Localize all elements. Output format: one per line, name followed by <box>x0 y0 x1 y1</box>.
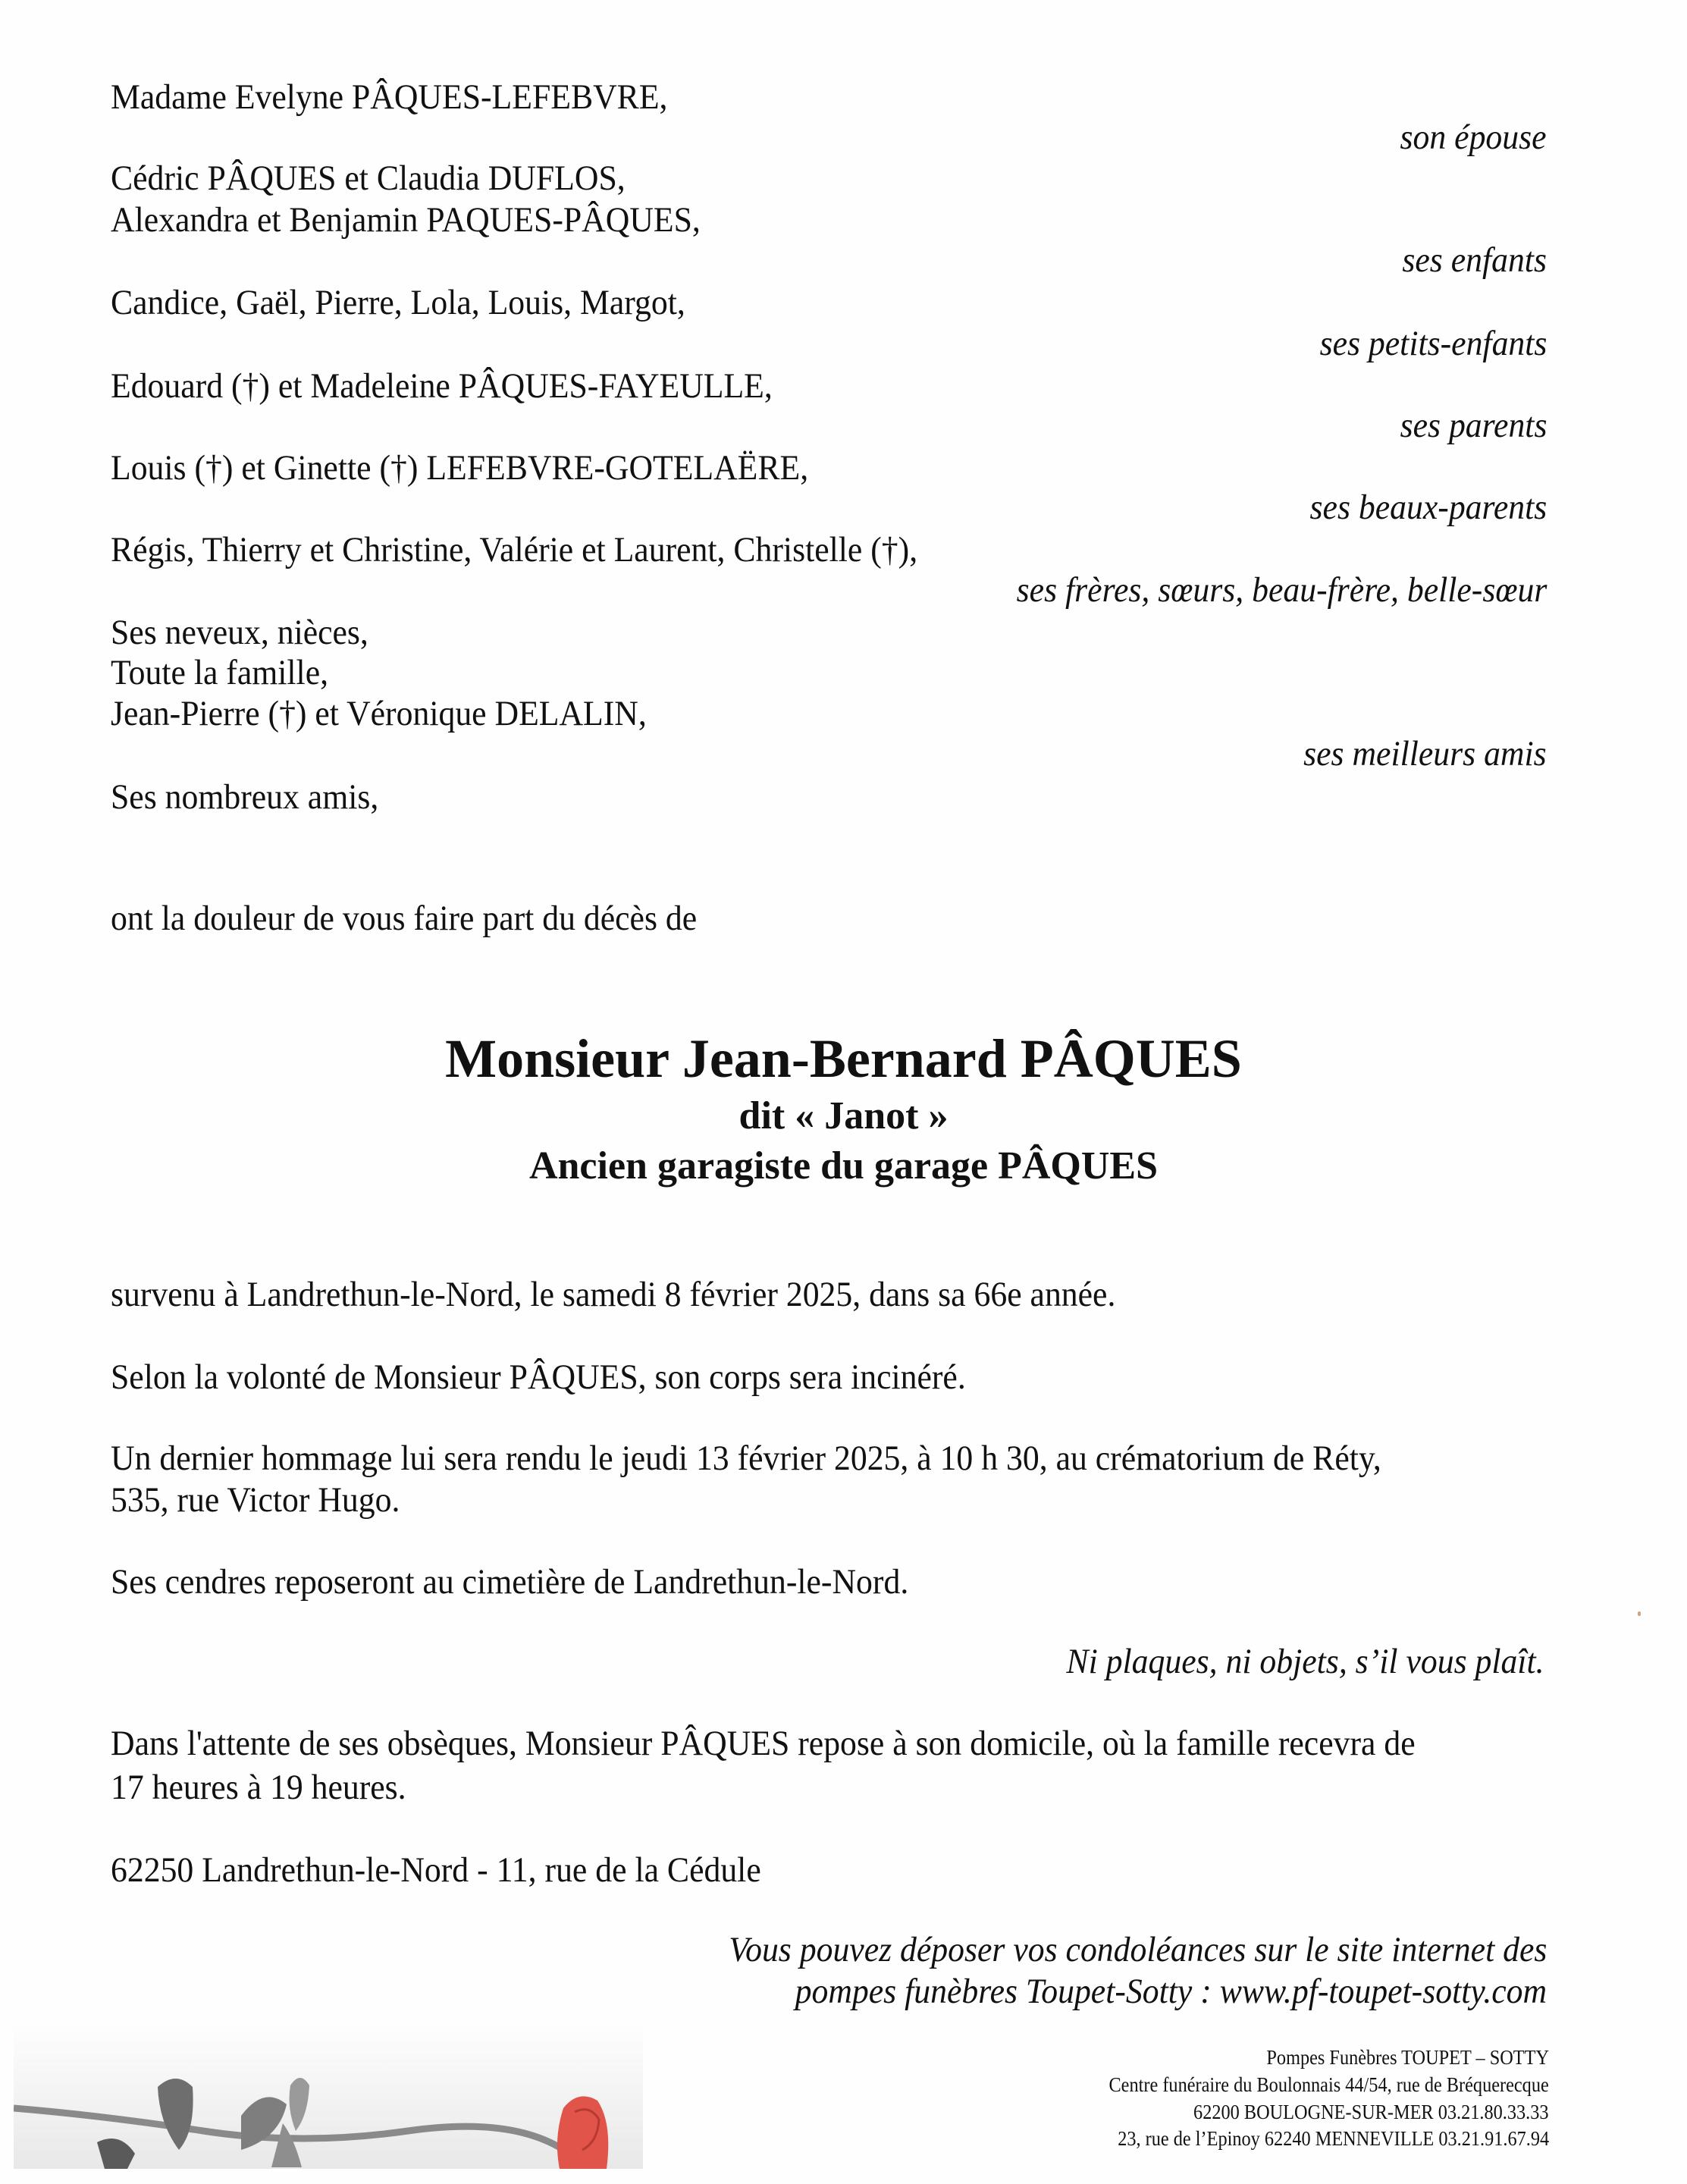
funeral-home-center: Centre funéraire du Boulonnais 44/54, rue de Bréquerecque <box>1108 2073 1549 2096</box>
deceased-name: Monsieur Jean-Bernard PÂQUES <box>445 1028 1242 1089</box>
announcement-text: ont la douleur de vous faire part du décès de <box>111 899 698 938</box>
family-parents: Edouard (†) et Madeleine PÂQUES-FAYEULLE, <box>111 366 773 406</box>
family-spouse: Madame Evelyne PÂQUES-LEFEBVRE, <box>111 77 668 117</box>
family-child-2: Alexandra et Benjamin PAQUES-PÂQUES, <box>111 200 701 240</box>
family-in-laws: Louis (†) et Ginette (†) LEFEBVRE-GOTELAËRE, <box>111 448 809 488</box>
family-all: Toute la famille, <box>111 653 329 692</box>
rose-flower <box>557 2096 608 2169</box>
death-details: survenu à Landrethun-le-Nord, le samedi 8 février 2025, dans sa 66e année. <box>111 1275 1116 1314</box>
home-address: 62250 Landrethun-le-Nord - 11, rue de la Cédule <box>111 1850 761 1890</box>
family-child-1: Cédric PÂQUES et Claudia DUFLOS, <box>111 158 626 198</box>
family-best-friends: Jean-Pierre (†) et Véronique DELALIN, <box>111 694 647 733</box>
relation-children: ses enfants <box>1402 240 1547 280</box>
funeral-home-boulogne: 62200 BOULOGNE-SUR-MER 03.21.80.33.33 <box>1193 2101 1549 2123</box>
relation-parents: ses parents <box>1400 406 1547 445</box>
visitation-line-1: Dans l'attente de ses obsèques, Monsieur PÂQUES repose à son domicile, où la famille recevra de <box>111 1724 1416 1763</box>
funeral-home-menneville: 23, rue de l’Epinoy 62240 MENNEVILLE 03.21.91.67.94 <box>1118 2127 1549 2150</box>
relation-best-friends: ses meilleurs amis <box>1303 734 1547 774</box>
condolences-line-2: pompes funèbres Toupet-Sotty : www.pf-toupet-sotty.com <box>795 1972 1547 2011</box>
family-grandchildren: Candice, Gaël, Pierre, Lola, Louis, Margot, <box>111 283 685 322</box>
paper-speck <box>1638 1611 1641 1616</box>
deceased-occupation: Ancien garagiste du garage PÂQUES <box>528 1144 1159 1188</box>
relation-grandchildren: ses petits-enfants <box>1319 324 1547 363</box>
tribute-line-1: Un dernier hommage lui sera rendu le jeudi 13 février 2025, à 10 h 30, au crématorium de Réty, <box>111 1439 1381 1478</box>
relation-spouse: son épouse <box>1400 118 1547 157</box>
relation-in-laws: ses beaux-parents <box>1309 488 1547 527</box>
no-flowers-notice: Ni plaques, ni objets, s’il vous plaît. <box>1066 1642 1544 1681</box>
funeral-home-name: Pompes Funèbres TOUPET – SOTTY <box>1266 2046 1549 2069</box>
family-siblings: Régis, Thierry et Christine, Valérie et Laurent, Christelle (†), <box>111 530 918 570</box>
relation-siblings: ses frères, sœurs, beau-frère, belle-sœur <box>1016 570 1547 610</box>
visitation-line-2: 17 heures à 19 heures. <box>111 1768 406 1807</box>
condolences-line-1: Vous pouvez déposer vos condoléances sur le site internet des <box>728 1930 1547 1969</box>
cremation-wish: Selon la volonté de Monsieur PÂQUES, son corps sera incinéré. <box>111 1357 966 1397</box>
deceased-nickname: dit « Janot » <box>738 1094 949 1138</box>
family-nephews: Ses neveux, nièces, <box>111 613 368 652</box>
tribute-line-2: 535, rue Victor Hugo. <box>111 1480 400 1520</box>
family-friends: Ses nombreux amis, <box>111 777 379 817</box>
rose-image <box>14 2017 643 2169</box>
ashes-details: Ses cendres reposeront au cimetière de Landrethun-le-Nord. <box>111 1562 909 1602</box>
